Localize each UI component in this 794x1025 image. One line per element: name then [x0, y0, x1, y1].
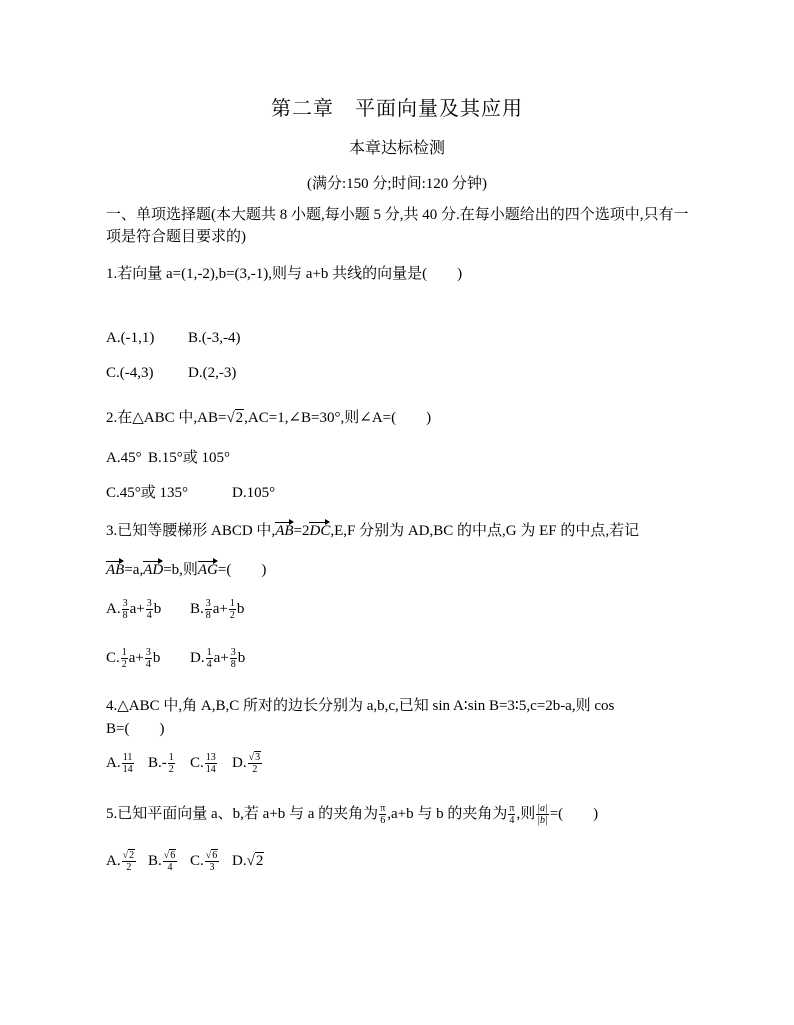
- question-3-option-d: D. $\frac{1}{4}$ a+ $\frac{3}{8}$ b: [190, 647, 246, 670]
- question-2-option-d: D.105°: [232, 485, 276, 501]
- question-2-option-b: B.15°或 105°: [148, 450, 231, 466]
- question-4-option-a: A. $\frac{11}{14}$: [106, 752, 133, 775]
- question-2-option-a: A.45°: [106, 450, 142, 466]
- question-3-text-pre: 3.已知等腰梯形 ABCD 中,: [106, 523, 276, 539]
- question-2-radicand: 2: [235, 410, 244, 426]
- vector-ad: AD: [143, 562, 164, 578]
- question-3-options-row-1: [106, 598, 244, 621]
- fraction-pi-over-4: $\frac{\pi}{4}$: [509, 803, 515, 827]
- question-5-option-c: C. $\frac{√6}{3}$: [190, 850, 218, 873]
- question-5-text-pre: 5.已知平面向量 a、b,若 a+b 与 a 的夹角为: [106, 806, 379, 822]
- question-5-options: [106, 850, 264, 873]
- question-3-text-eq: =2: [293, 523, 310, 539]
- question-1-option-d: D.(2,-3): [188, 365, 237, 381]
- question-1-options-row-2: [106, 365, 236, 382]
- question-4-option-b: B.- $\frac{1}{2}$: [148, 752, 174, 775]
- question-5-stem: [106, 802, 598, 826]
- question-5-text-mid: ,a+b 与 b 的夹角为: [387, 806, 508, 822]
- vector-ab-2: AB: [106, 562, 125, 578]
- question-1-options-row-1: [106, 330, 241, 347]
- question-4-stem-line-1: 4.△ABC 中,角 A,B,C 所对的边长分别为 a,b,c,已知 sin A∶sin B=3∶5,c=2b-a,则 cos: [106, 698, 615, 714]
- question-4-option-d: D. $\frac{√3}{2}$: [232, 752, 261, 775]
- question-2-stem-pre: 2.在△ABC 中,AB=: [106, 410, 227, 426]
- question-3-options-row-2: [106, 647, 245, 670]
- question-2-option-c: C.45°或 135°: [106, 485, 189, 501]
- question-5-text-mid2: ,则: [516, 806, 536, 822]
- question-1-option-c: C.(-4,3): [106, 365, 154, 381]
- chapter-subtitle: 本章达标检测: [348, 140, 445, 157]
- question-5-option-d: D.√2: [232, 852, 264, 869]
- section-heading: 一、单项选择题(本大题共 8 小题,每小题 5 分,共 40 分.在每小题给出的四个选项中,只有一项是符合题目要求的): [106, 207, 689, 245]
- question-2-stem-post: ,AC=1,∠B=30°,则∠A=( ): [244, 410, 432, 426]
- score-time-info: (满分:150 分;时间:120 分钟): [307, 176, 487, 192]
- question-4-option-c: C. $\frac{13}{14}$: [190, 752, 216, 775]
- sqrt-symbol: √2: [226, 410, 244, 426]
- question-5-option-b: B. $\frac{√6}{4}$: [148, 850, 176, 873]
- chapter-title: 第二章 平面向量及其应用: [271, 98, 523, 120]
- question-5-text-end: =( ): [549, 806, 599, 822]
- question-1-stem: 1.若向量 a=(1,-2),b=(3,-1),则与 a+b 共线的向量是( ): [106, 266, 463, 282]
- question-3-option-a: A. $\frac{3}{8}$ a+ $\frac{3}{4}$ b: [106, 598, 162, 621]
- fraction-abs-a-over-abs-b: $\frac{|a|}{|b|}$: [537, 803, 548, 827]
- vector-ab: AB: [275, 523, 294, 539]
- question-3-text-post: ,E,F 分别为 AD,BC 的中点,G 为 EF 的中点,若记: [330, 523, 640, 539]
- question-3-text-end: =( ): [217, 562, 267, 578]
- question-1-option-a: A.(-1,1): [106, 330, 155, 346]
- question-3-option-c: C. $\frac{1}{2}$ a+ $\frac{3}{4}$ b: [106, 647, 161, 670]
- question-5-option-a: A. $\frac{√2}{2}$: [106, 850, 135, 873]
- vector-ag: AG: [197, 562, 218, 578]
- question-1-option-b: B.(-3,-4): [188, 330, 241, 346]
- question-3-option-b: B. $\frac{3}{8}$ a+ $\frac{1}{2}$ b: [190, 598, 245, 621]
- fraction-pi-over-6: $\frac{\pi}{6}$: [380, 803, 386, 827]
- question-3-stem-line-2: [106, 558, 266, 579]
- vector-dc: DC: [309, 523, 331, 539]
- question-3-stem-line-1: [106, 519, 639, 540]
- question-2-options-row-1: [106, 446, 230, 467]
- question-2-options-row-2: [106, 481, 275, 502]
- question-4-stem-line-2: B=( ): [106, 721, 165, 737]
- question-3-text-mid1: =a,: [124, 562, 144, 578]
- question-3-text-mid2: =b,则: [163, 562, 198, 578]
- question-4-options: [106, 752, 263, 775]
- question-2-stem: [106, 406, 431, 427]
